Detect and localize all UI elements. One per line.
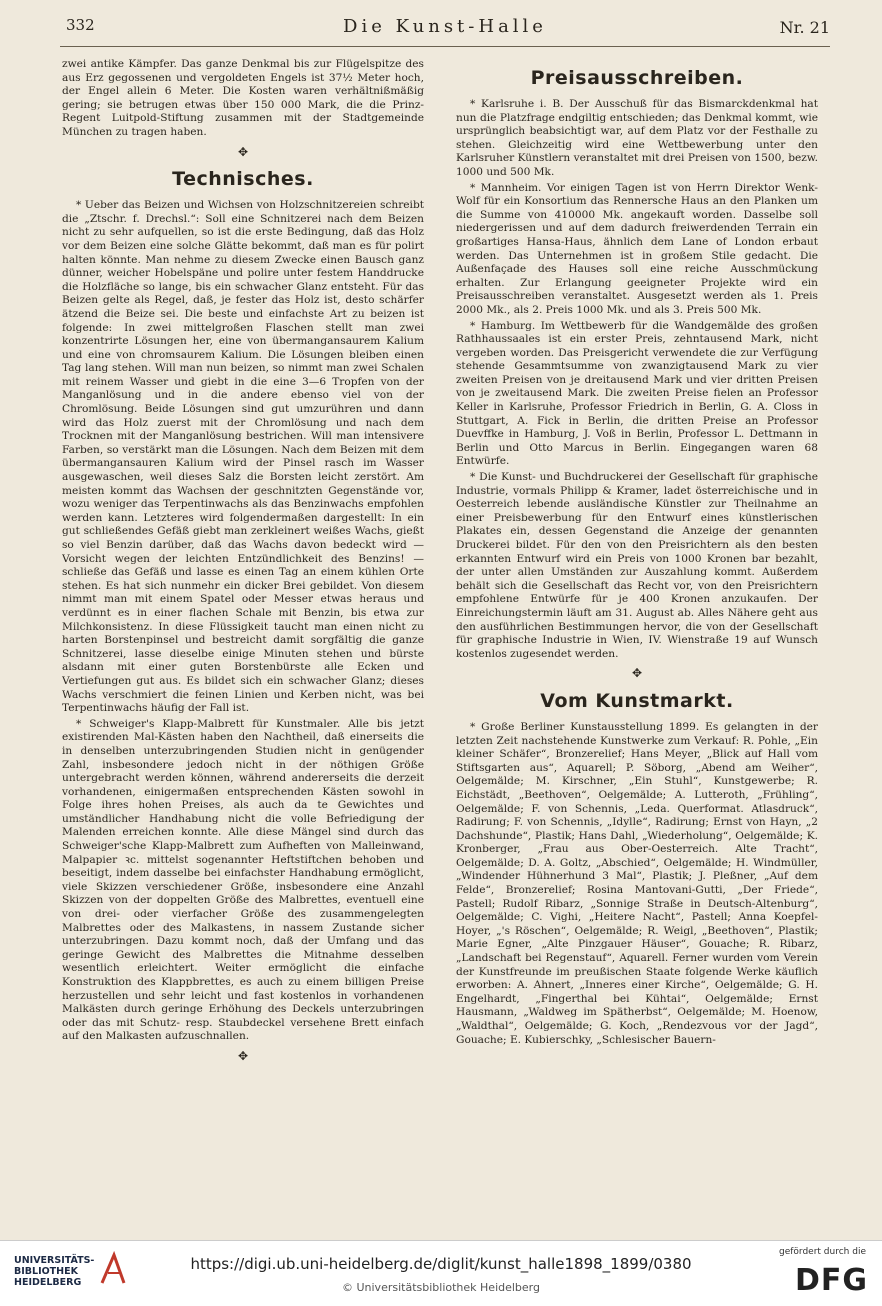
section-heading-preisausschreiben: Preisausschreiben. [530, 67, 744, 89]
section-ornament-icon: ✥ [631, 666, 643, 681]
article-paragraph: * Mannheim. Vor einigen Tagen ist von Herrn Direktor Wenk-Wolf für ein Konsortium das Rennersche Haus an den Planken um die Summe von 410000 Mk. angekauft worden. Dasselbe soll niedergerissen und auf dem dadurch freiwerdenden Terrain ein großartiges Hansa-Haus, ähnlich dem Lane of London erbaut werden. Das Unternehmen ist in großem Stile gedacht. Die Außenfaçade des Hauses soll eine reiche Ausschmückung erhalten. Zur Erlangung geeigneter Projekte wird ein Preisausschreiben veranstaltet. Ausgesetzt werden als 1. Preis 2000 Mk., als 2. Preis 1000 Mk. und als 3. Preis 500 Mk. [456, 181, 818, 316]
section-ornament-icon: ✥ [237, 1048, 249, 1063]
section-heading-technisches: Technisches. [172, 168, 314, 191]
dfg-logo[interactable]: DFG [794, 1263, 868, 1298]
page-number: 332 [66, 16, 95, 34]
page-header [60, 12, 830, 47]
article-paragraph: * Große Berliner Kunstausstellung 1899. Es gelangten in der letzten Zeit nachstehende Kunstwerke zum Verkauf: R. Pohle, „Ein kleiner Schäfer“, Bronzerelief; Hans Meyer, „Blick auf Hall vom Stiftsgarten aus“, Aquarell; P. Söborg, „Abend am Weiher“, Oelgemälde; M. Kirschner, „Ein Stuhl“, Kunstgewerbe; R. Eichstädt, „Beethoven“, Oelgemälde; A. Lutteroth, „Frühling“, Oelgemälde; F. von Schennis, „Leda. Querformat. Atlasdruck“, Radirung; F. von Schennis, „Idylle“, Radirung; Ernst von Hayn, „2 Dachshunde“, Plastik; Hans Dahl, „Wiederholung“, Oelgemälde; K. Kronberger, „Frau aus Ober-Oesterreich. Alte Tracht“, Oelgemälde; D. A. Goltz, „Abschied“, Oelgemälde; H. Windmüller, „Windender Hühnerhund 3 Mal“, Plastik; J. Pleßner, „Auf dem Felde“, Bronzerelief; Rosina Mantovani-Gutti, „Der Friede“, Pastell; Rudolf Ribarz, „Sonnige Straße in Deutsch-Altenburg“, Oelgemälde; C. Vighi, „Heitere Nacht“, Pastell; Anna Koepfel-Hoyer, „'s Röschen“, Oelgemälde; R. Weigl, „Beethoven“, Plastik; Marie Egner, „Alte Pinzgauer Häuser“, Gouache; R. Ribarz, „Landschaft bei Regenstauf“, Aquarell. Ferner wurden vom Verein der Kunstfreunde im preußischen Staate folgende Werke käuflich erworben: A. Ahnert, „Inneres einer Kirche“, Oelgemälde; G. H. Engelhardt, „Fingerthal bei Kühtai“, Oelgemälde; Ernst Hausmann, „Waldweg im Spätherbst“, Oelgemälde; M. Hoenow, „Waldthal“, Oelgemälde; G. Koch, „Rendezvous vor der Jagd“, Gouache; E. Kubierschky, „Schlesischer Bauern- [456, 720, 818, 1046]
article-paragraph: * Schweiger's Klapp-Malbrett für Kunstmaler. Alle bis jetzt existirenden Mal-Kästen haben den Nachtheil, daß einerseits die in denselben unterzubringenden Studien nicht in genügender Zahl, insbesondere jedoch nicht in der nöthigen Größe untergebracht werden können, während andererseits die derzeit vorhandenen, einigermaßen entsprechenden Kästen sowohl in Folge ihres hohen Preises, als auch da te Gewichtes und umständlicher Handhabung nicht die volle Befriedigung der Malenden erreichen konnte. Alle diese Mängel sind durch das Schweiger'sche Klapp-Malbrett zum Aufheften von Malleinwand, Malpapier ꝛc. mittelst sogenannter Heftstiftchen behoben und beseitigt, indem dasselbe bei einfachster Handhabung ermöglicht, viele Skizzen verschiedener Größe, insbesondere eine Anzahl Skizzen von der doppelten Größe des Malbrettes, eventuell eine von drei- oder vierfacher Größe des zusammengelegten Malbrettes oder des Malkastens, in nassem Zustande sicher unterzubringen. Dazu kommt noch, daß der Umfang und das geringe Gewicht des Malbrettes die Mitnahme desselben wesentlich erleichtert. Weiter ermöglicht die einfache Konstruktion des Klappbrettes, es auch zu einem billigen Preise herzustellen und sehr leicht und fast kostenlos in vorhandenen Malkästen durch geringe Erhöhung des Deckels unterzubringen oder das mit Schutz- resp. Staubdeckel versehene Brett einfach auf den Malkasten aufzuschnallen. [62, 717, 424, 1043]
issue-number: Nr. 21 [779, 18, 830, 37]
library-name-line: UNIVERSITÄTS- [14, 1255, 95, 1266]
article-paragraph: * Ueber das Beizen und Wichsen von Holzschnitzereien schreibt die „Ztschr. f. Drechsl.“: Soll eine Schnitzerei nach dem Beizen nicht zu sehr aufquellen, so ist die erste Bedingung, daß das Holz vor dem Beizen eine solche Glätte bekommt, daß man es für polirt halten könnte. Man nehme zu diesem Zwecke einen Bausch ganz dünner, weicher Hobelspäne und polire unter festem Handdrucke die Holzfläche so lange, bis ein schwacher Glanz entsteht. Für das Beizen gelte als Regel, daß, je fester das Holz ist, desto schärfer ätzend die Beize sei. Die beste und einfachste Art zu beizen ist folgende: In zwei mittelgroßen Flaschen stellt man zwei konzentrirte Lösungen her, eine von übermangansaurem Kalium und eine von chromsaurem Kalium. Die Lösungen bleiben einen Tag lang stehen. Will man nun beizen, so nimmt man zwei Schalen mit reinem Wasser und giebt in die eine 3—6 Tropfen von der Manganlösung und in die andere ebenso viel von der Chromlösung. Beide Lösungen sind gut umzurühren und dann wird das Holz zuerst mit der Chromlösung und nach dem Trocknen mit der Manganlösung bestrichen. Will man intensivere Farben, so verstärkt man die Lösungen. Nach dem Beizen mit dem übermangansauren Kalium wird der Pinsel rasch im Wasser ausgewaschen, weil dieses Salz die Borsten leicht zerstört. Am meisten kommt das Wachsen der geschnitzten Gegenstände vor, wozu weniger das Terpentinwachs als das Benzinwachs empfohlen werden kann. Letzteres wird folgendermaßen dargestellt: In ein gut schließendes Gefäß giebt man zerkleinert weißes Wachs, gießt so viel Benzin darüber, daß das Wachs davon bedeckt wird — Vorsicht wegen der leichten Entzündlichkeit des Benzins! — schließe das Gefäß und lasse es einen Tag an einem kühlen Orte stehen. Es hat sich nunmehr ein dicker Brei gebildet. Von diesem nimmt man mit einem Spatel oder Messer etwas heraus und verdünnt es in einer flachen Schale mit Benzin, bis etwa zur Milchkonsistenz. In diese Flüssigkeit taucht man einen nicht zu harten Borstenpinsel und bestreicht damit sorgfältig die ganze Schnitzerei, lasse dieselbe einige Minuten stehen und bürste alsdann mit einer guten Borstenbürste alle Ecken und Vertiefungen gut aus. Es bildet sich ein schwacher Glanz; dieses Wachs verschmiert die feinen Linien und Kerben nicht, was bei Terpentinwachs häufig der Fall ist. [62, 199, 424, 715]
article-paragraph: * Hamburg. Im Wettbewerb für die Wandgemälde des großen Rathhaussaales ist ein erster Preis, zehntausend Mark, nicht vergeben worden. Das Preisgericht verwendete die zur Verfügung stehende Gesammtsumme von zwanzigtausend Mark zu vier zweiten Preisen von je dreitausend Mark und vier dritten Preisen von je zweitausend Mark. Die zweiten Preise fielen an Professor Keller in Karlsruhe, Professor Friedrich in Berlin, G. A. Closs in Stuttgart, A. Fick in Berlin, die dritten Preise an Professor Duevffke in Hamburg, J. Voß in Berlin, Professor L. Dettmann in Berlin und Otto Marcus in Berlin. Eingegangen waren 68 Entwürfe. [456, 319, 818, 468]
section-heading-kunstmarkt: Vom Kunstmarkt. [540, 689, 734, 712]
library-name-line: BIBLIOTHEK [14, 1266, 78, 1277]
funded-by-label: gefördert durch die [779, 1247, 866, 1257]
intro-paragraph: zwei antike Kämpfer. Das ganze Denkmal bis zur Flügelspitze des aus Erz gegossenen und vergoldeten Engels ist 37½ Meter hoch, der Engel allein 6 Meter. Die Kosten waren verhältnißmäßig gering; sie betrugen etwas über 150 000 Mark, die die Prinz-Regent Luitpold-Stiftung zusammen mit der Stadtgemeinde München zu tragen haben. [62, 58, 424, 138]
section-ornament-icon: ✥ [237, 144, 249, 159]
left-column [62, 58, 424, 1238]
article-paragraph: * Karlsruhe i. B. Der Ausschuß für das Bismarckdenkmal hat nun die Platzfrage endgiltig entschieden; das Denkmal kommt, wie ursprünglich beabsichtigt war, auf dem Platz vor der Festhalle zu stehen. Gleichzeitig wird eine Wettbewerbung unter den Karlsruher Künstlern veranstaltet mit drei Preisen von 1500, bezw. 1000 und 500 Mk. [456, 98, 818, 178]
viewer-footer [0, 1240, 882, 1306]
right-column [456, 58, 818, 1238]
article-paragraph: * Die Kunst- und Buchdruckerei der Gesellschaft für graphische Industrie, vormals Philipp & Kramer, ladet österreichische und in Oesterreich lebende ausländische Künstler zur Theilnahme an einer Preisbewerbung für den Entwurf eines künstlerischen Plakates ein, dessen Gegenstand die Anzeige der genannten Druckerei bildet. Für den von den Preisrichtern als den besten erkannten Entwurf wird ein Preis von 1000 Kronen bar bezahlt, der unter allen Umständen zur Auszahlung kommt. Außerdem behält sich die Gesellschaft das Recht vor, von den Preisrichtern empfohlene Entwürfe für je 400 Kronen anzukaufen. Der Einreichungstermin läuft am 31. August ab. Alles Nähere geht aus den ausführlichen Bestimmungen hervor, die von der Gesellschaft für graphische Industrie in Wien, IV. Wienstraße 19 auf Wunsch kostenlos zugesendet werden. [456, 471, 818, 660]
permalink-url[interactable]: https://digi.ub.uni-heidelberg.de/diglit/kunst_halle1898_1899/0380 [190, 1255, 692, 1273]
library-name-line: HEIDELBERG [14, 1277, 82, 1288]
running-title: Die Kunst-Halle [343, 16, 547, 37]
copyright-notice: © Universitätsbibliothek Heidelberg [341, 1281, 540, 1294]
